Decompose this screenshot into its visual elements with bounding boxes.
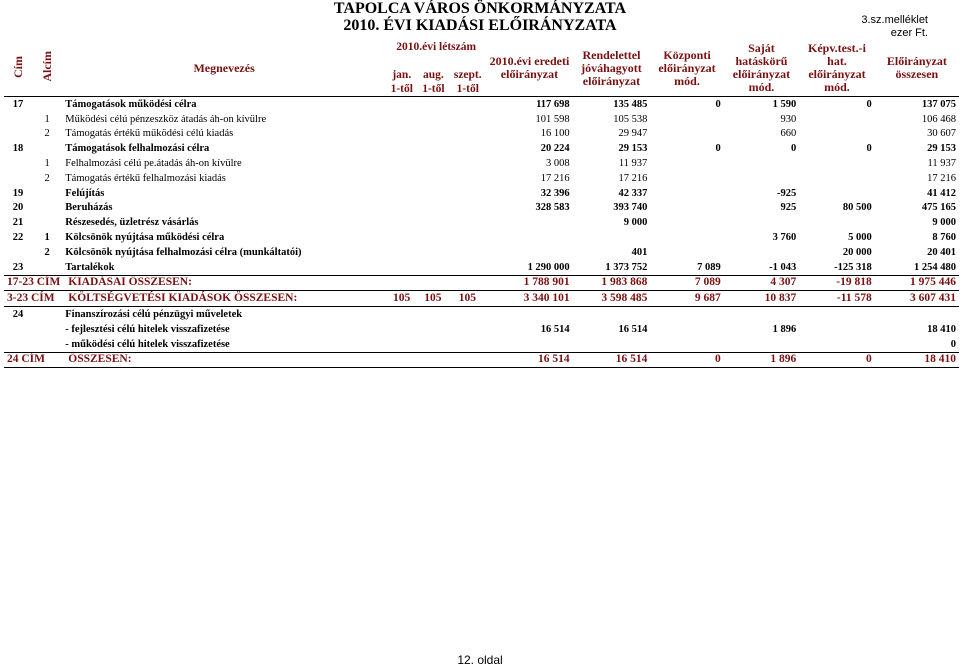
value-cell xyxy=(417,127,448,142)
alcim-cell xyxy=(32,186,62,201)
value-cell xyxy=(650,337,723,352)
summary-value: 7 089 xyxy=(650,275,723,291)
value-cell xyxy=(417,322,448,337)
value-cell: 32 396 xyxy=(540,187,570,199)
summary-value: 1 983 868 xyxy=(573,275,651,291)
summary-value: 0 xyxy=(650,352,723,368)
value-cell xyxy=(449,322,487,337)
value-cell xyxy=(799,215,875,230)
value-cell: 660 xyxy=(780,128,797,140)
alcim-cell: 1 xyxy=(44,232,50,244)
alcim-cell xyxy=(32,201,62,216)
cim-cell: 23 xyxy=(12,261,24,273)
summary-name: KIADÁSAI ÖSSZESEN: xyxy=(62,275,386,291)
table-row xyxy=(4,245,959,260)
summary-value: 105 xyxy=(417,291,448,307)
summary-value xyxy=(449,352,487,368)
table-row xyxy=(4,201,959,216)
value-cell xyxy=(799,171,875,186)
value-cell xyxy=(386,260,417,275)
value-cell: 101 598 xyxy=(535,113,570,125)
cim-cell: 24 xyxy=(12,309,24,321)
header-osszesen: Előirányzat összesen xyxy=(875,40,959,97)
cim-cell xyxy=(4,322,32,337)
alcim-cell: 2 xyxy=(44,172,50,184)
value-cell xyxy=(486,337,572,352)
header-sajat: Saját hatáskörű előirányzat mód. xyxy=(724,40,800,97)
value-cell: 17 216 xyxy=(618,172,648,184)
summary-value: 105 xyxy=(386,291,417,307)
value-cell xyxy=(417,230,448,245)
value-cell xyxy=(724,171,800,186)
summary-value: 3 598 485 xyxy=(573,291,651,307)
value-cell xyxy=(449,171,487,186)
cim-cell: 22 xyxy=(12,232,24,244)
name-cell: Kölcsönök nyújtása működési célra xyxy=(65,232,225,244)
value-cell xyxy=(650,230,723,245)
alcim-cell: 1 xyxy=(44,158,50,170)
value-cell xyxy=(386,112,417,127)
summary-value: 105 xyxy=(449,291,487,307)
value-cell: 1 373 752 xyxy=(605,261,648,273)
value-cell: 393 740 xyxy=(613,202,648,214)
summary-code: 3-23 CÍM xyxy=(4,291,62,307)
value-cell: 1 290 000 xyxy=(527,261,570,273)
value-cell xyxy=(573,307,651,322)
summary-value: 4 307 xyxy=(724,275,800,291)
name-cell: Támogatás értékű felhalmozási kiadás xyxy=(65,172,226,184)
summary-value: -11 578 xyxy=(799,291,875,307)
value-cell xyxy=(417,186,448,201)
summary-value: 9 687 xyxy=(650,291,723,307)
header-megnevezes: Megnevezés xyxy=(62,40,386,97)
value-cell xyxy=(449,141,487,156)
summary-row xyxy=(4,275,959,291)
page-footer: 12. oldal xyxy=(457,653,503,667)
summary-value xyxy=(386,275,417,291)
value-cell xyxy=(799,156,875,171)
value-cell xyxy=(417,260,448,275)
name-cell: - működési célú hitelek visszafizetése xyxy=(65,338,230,350)
value-cell: 117 698 xyxy=(536,98,570,110)
value-cell: 11 937 xyxy=(927,158,956,170)
value-cell: 925 xyxy=(780,202,797,214)
value-cell xyxy=(650,186,723,201)
summary-code: 17-23 CÍM xyxy=(4,275,62,291)
value-cell xyxy=(724,245,800,260)
table-row xyxy=(4,260,959,275)
name-cell: Működési célú pénzeszköz átadás áh-on kívülre xyxy=(65,113,267,125)
value-cell: 0 xyxy=(866,98,872,110)
table-row xyxy=(4,156,959,171)
value-cell: 1 590 xyxy=(772,98,797,110)
alcim-cell: 1 xyxy=(44,113,50,125)
value-cell: 8 760 xyxy=(932,232,956,244)
value-cell xyxy=(449,186,487,201)
summary-value: 0 xyxy=(799,352,875,368)
value-cell xyxy=(486,215,572,230)
title-line-2: 2010. ÉVI KIADÁSI ELŐIRÁNYZATA xyxy=(343,17,617,34)
value-cell: 1 896 xyxy=(772,323,797,335)
value-cell xyxy=(875,307,959,322)
value-cell xyxy=(417,201,448,216)
summary-value: 1 896 xyxy=(724,352,800,368)
value-cell xyxy=(486,230,572,245)
header-letszam: 2010.évi létszám jan. 1-től aug. 1-től szept. 1-től xyxy=(386,40,486,97)
value-cell xyxy=(650,307,723,322)
summary-value: 10 837 xyxy=(724,291,800,307)
value-cell: -125 318 xyxy=(834,261,872,273)
value-cell xyxy=(449,97,487,112)
value-cell: 17 216 xyxy=(540,172,570,184)
summary-value xyxy=(386,352,417,368)
value-cell xyxy=(799,127,875,142)
value-cell xyxy=(449,337,487,352)
value-cell xyxy=(573,337,651,352)
summary-code: 24 CÍM xyxy=(4,352,62,368)
header-alcim: Alcím xyxy=(32,40,62,97)
value-cell xyxy=(799,186,875,201)
value-cell xyxy=(449,260,487,275)
alcim-cell xyxy=(32,141,62,156)
cim-cell xyxy=(4,245,32,260)
value-cell xyxy=(799,337,875,352)
cim-cell xyxy=(4,156,32,171)
value-cell xyxy=(386,230,417,245)
name-cell: Finanszírozási célú pénzügyi műveletek xyxy=(65,309,243,321)
value-cell xyxy=(417,337,448,352)
value-cell xyxy=(724,337,800,352)
cim-cell: 18 xyxy=(12,143,24,155)
cim-cell: 17 xyxy=(12,98,24,110)
value-cell xyxy=(386,141,417,156)
summary-value: 3 607 431 xyxy=(875,291,959,307)
value-cell xyxy=(449,112,487,127)
value-cell xyxy=(449,201,487,216)
value-cell: 7 089 xyxy=(697,261,721,273)
value-cell: 20 224 xyxy=(540,143,570,155)
value-cell xyxy=(449,245,487,260)
table-row xyxy=(4,141,959,156)
alcim-cell xyxy=(32,97,62,112)
cim-cell: 21 xyxy=(12,217,24,229)
value-cell xyxy=(386,156,417,171)
value-cell xyxy=(724,156,800,171)
value-cell xyxy=(486,307,572,322)
table-row xyxy=(4,112,959,127)
value-cell xyxy=(799,322,875,337)
title-line-1: TAPOLCA VÁROS ÖNKORMÁNYZATA xyxy=(333,0,627,17)
summary-value: -19 818 xyxy=(799,275,875,291)
summary-row xyxy=(4,291,959,307)
value-cell xyxy=(386,127,417,142)
value-cell: 135 485 xyxy=(613,98,648,110)
value-cell: 106 468 xyxy=(921,113,956,125)
cim-cell xyxy=(4,171,32,186)
alcim-cell xyxy=(32,215,62,230)
value-cell xyxy=(386,171,417,186)
alcim-cell xyxy=(32,322,62,337)
value-cell xyxy=(417,245,448,260)
summary-value xyxy=(417,352,448,368)
name-cell: Támogatás értékű működési célú kiadás xyxy=(65,128,234,140)
summary-value xyxy=(449,275,487,291)
summary-value: 16 514 xyxy=(573,352,651,368)
value-cell: 20 000 xyxy=(842,246,872,258)
name-cell: Támogatások működési célra xyxy=(65,98,197,110)
value-cell xyxy=(650,201,723,216)
alcim-cell xyxy=(32,337,62,352)
alcim-cell: 2 xyxy=(44,128,50,140)
value-cell: 5 000 xyxy=(848,232,872,244)
value-cell xyxy=(417,97,448,112)
table-row xyxy=(4,322,959,337)
value-cell xyxy=(573,230,651,245)
name-cell: Részesedés, üzletrész vásárlás xyxy=(65,217,199,229)
summary-value: 16 514 xyxy=(486,352,572,368)
summary-value: 1 788 901 xyxy=(486,275,572,291)
value-cell xyxy=(449,156,487,171)
table-row xyxy=(4,215,959,230)
value-cell xyxy=(724,215,800,230)
table-row xyxy=(4,337,959,352)
summary-value xyxy=(417,275,448,291)
value-cell: 16 514 xyxy=(618,323,648,335)
name-cell: Felújítás xyxy=(65,187,105,199)
value-cell xyxy=(650,127,723,142)
value-cell: 3 760 xyxy=(772,232,797,244)
value-cell xyxy=(386,337,417,352)
value-cell xyxy=(486,245,572,260)
summary-name: KÖLTSÉGVETÉSI KIADÁSOK ÖSSZESEN: xyxy=(62,291,386,307)
value-cell xyxy=(799,112,875,127)
summary-value: 18 410 xyxy=(875,352,959,368)
value-cell xyxy=(386,307,417,322)
name-cell: - fejlesztési célú hitelek visszafizetése xyxy=(65,323,230,335)
cim-cell xyxy=(4,112,32,127)
value-cell xyxy=(417,215,448,230)
value-cell: 9 000 xyxy=(932,217,956,229)
value-cell: 1 254 480 xyxy=(914,261,956,273)
alcim-cell: 2 xyxy=(44,246,50,258)
value-cell xyxy=(650,171,723,186)
value-cell: 41 412 xyxy=(927,187,956,199)
header-row xyxy=(4,40,959,97)
value-cell xyxy=(417,307,448,322)
value-cell: 0 xyxy=(715,98,721,110)
alcim-cell xyxy=(32,307,62,322)
name-cell: Tartalékok xyxy=(65,261,115,273)
value-cell: 16 100 xyxy=(540,128,570,140)
value-cell xyxy=(386,201,417,216)
value-cell: 328 583 xyxy=(535,202,570,214)
name-cell: Felhalmozási célú pe.átadás áh-on kívülre xyxy=(65,158,242,170)
table-row xyxy=(4,186,959,201)
value-cell xyxy=(417,171,448,186)
value-cell xyxy=(386,186,417,201)
appendix-label: 3.sz.melléklet xyxy=(861,14,928,26)
value-cell xyxy=(386,215,417,230)
cim-cell xyxy=(4,127,32,142)
alcim-cell xyxy=(32,260,62,275)
value-cell xyxy=(449,307,487,322)
value-cell: 0 xyxy=(790,143,797,155)
table-row xyxy=(4,171,959,186)
value-cell xyxy=(799,307,875,322)
table-row xyxy=(4,97,959,112)
value-cell: 137 075 xyxy=(921,98,956,110)
value-cell: 475 165 xyxy=(921,202,956,214)
value-cell: 29 947 xyxy=(618,128,648,140)
value-cell: 3 008 xyxy=(546,158,570,170)
value-cell xyxy=(449,127,487,142)
value-cell xyxy=(386,322,417,337)
table-row xyxy=(4,230,959,245)
cim-cell xyxy=(4,337,32,352)
value-cell: 16 514 xyxy=(540,323,570,335)
value-cell: 42 337 xyxy=(618,187,648,199)
cim-cell: 20 xyxy=(12,202,24,214)
value-cell: 18 410 xyxy=(927,323,956,335)
value-cell: 930 xyxy=(780,113,797,125)
value-cell: 29 153 xyxy=(618,143,648,155)
table-row xyxy=(4,307,959,322)
header-rendelet: Rendelettel jóváhagyott előirányzat xyxy=(573,40,651,97)
cim-cell: 19 xyxy=(12,187,24,199)
summary-name: ÖSSZESEN: xyxy=(62,352,386,368)
value-cell: 401 xyxy=(631,246,648,258)
value-cell xyxy=(449,215,487,230)
value-cell xyxy=(650,245,723,260)
header-eredeti: 2010.évi eredeti előirányzat xyxy=(486,40,572,97)
budget-table xyxy=(4,40,959,368)
value-cell xyxy=(417,112,448,127)
value-cell: 105 538 xyxy=(613,113,648,125)
value-cell xyxy=(724,307,800,322)
value-cell: 30 607 xyxy=(927,128,956,140)
value-cell xyxy=(449,230,487,245)
header-kepv: Képv.test.-i hat. előirányzat mód. xyxy=(799,40,875,97)
header-cim: Cím xyxy=(4,40,32,97)
value-cell: 29 153 xyxy=(927,143,956,155)
summary-value: 1 975 446 xyxy=(875,275,959,291)
value-cell: 0 xyxy=(715,143,721,155)
header-kozponti: Központi előirányzat mód. xyxy=(650,40,723,97)
value-cell: 17 216 xyxy=(927,172,956,184)
value-cell xyxy=(650,112,723,127)
value-cell: 80 500 xyxy=(842,202,872,214)
value-cell xyxy=(650,215,723,230)
value-cell xyxy=(650,322,723,337)
name-cell: Kölcsönök nyújtása felhalmozási célra (munkáltatói) xyxy=(65,246,302,258)
summary-row xyxy=(4,352,959,368)
unit-label: ezer Ft. xyxy=(890,27,928,39)
value-cell xyxy=(386,97,417,112)
value-cell: -1 043 xyxy=(769,261,797,273)
value-cell xyxy=(417,141,448,156)
value-cell: 0 xyxy=(950,338,956,350)
value-cell xyxy=(417,156,448,171)
name-cell: Támogatások felhalmozási célra xyxy=(65,143,210,155)
value-cell: 0 xyxy=(866,143,872,155)
value-cell: 9 000 xyxy=(623,217,648,229)
value-cell xyxy=(386,245,417,260)
value-cell: -925 xyxy=(776,187,797,199)
value-cell xyxy=(650,156,723,171)
value-cell: 20 401 xyxy=(927,246,956,258)
table-row xyxy=(4,127,959,142)
value-cell: 11 937 xyxy=(618,158,648,170)
summary-value: 3 340 101 xyxy=(486,291,572,307)
name-cell: Beruházás xyxy=(65,202,113,214)
